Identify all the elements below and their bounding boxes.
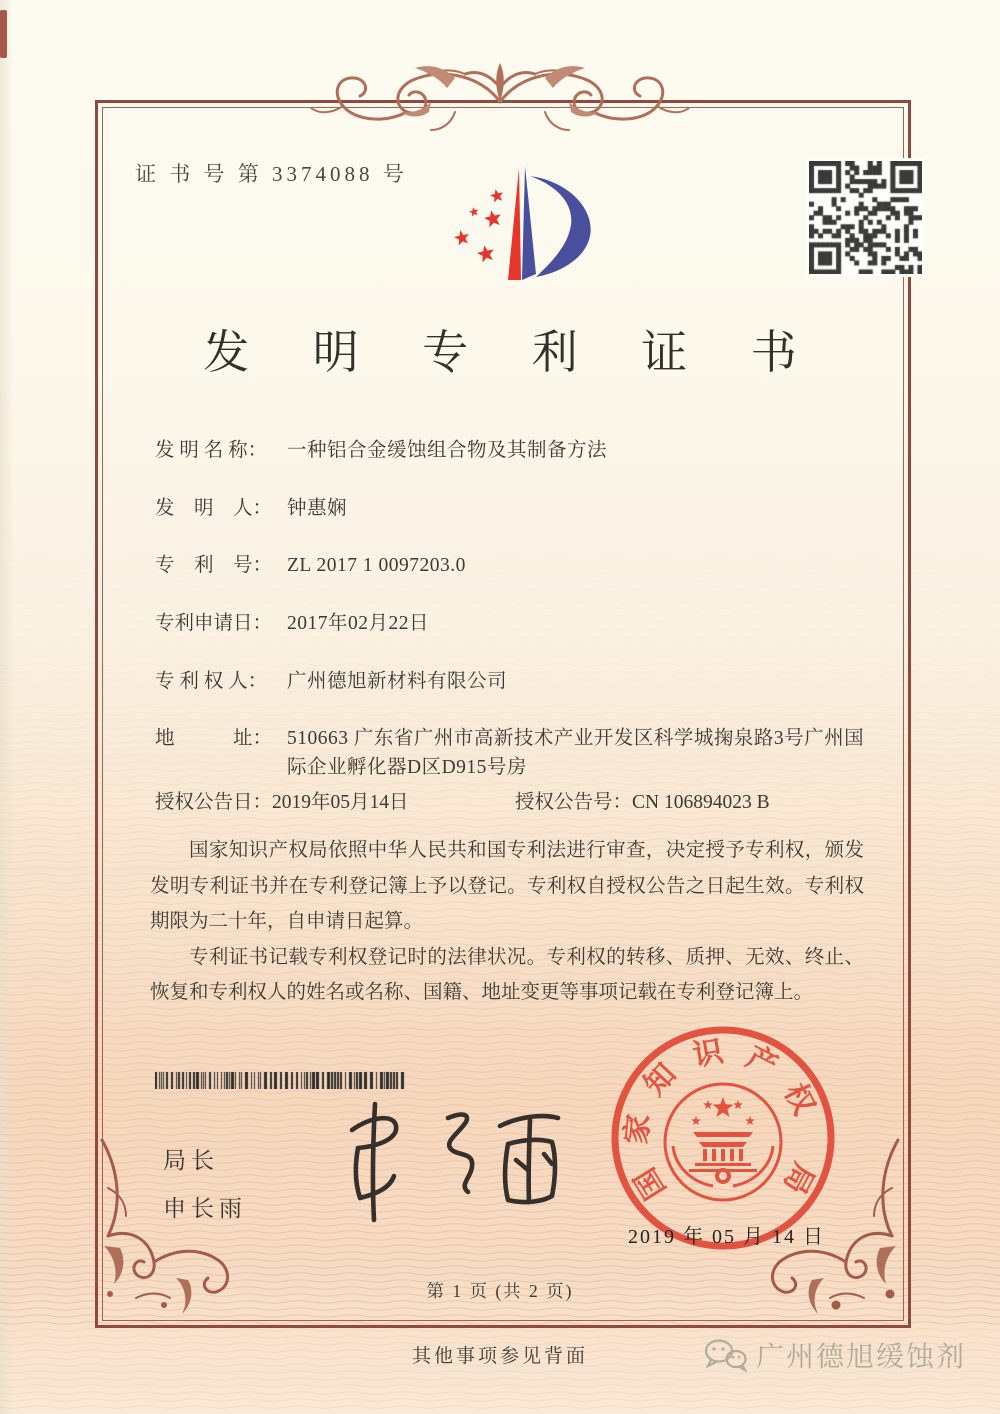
certificate-title: 发 明 专 利 证 书 bbox=[203, 327, 823, 378]
legal-paragraph-1: 国家知识产权局依照中华人民共和国专利法进行审查，决定授予专利权，颁发发明专利证书并在专利登记簿上予以登记。专利权自授权公告之日起生效。专利权期限为二十年，自申请日起算。 bbox=[150, 840, 864, 932]
director-name: 申长雨 bbox=[163, 1195, 247, 1221]
field-value: 510663 广东省广州市高新技术产业开发区科学城掬泉路3号广州国际企业孵化器D区D915号房 bbox=[287, 728, 865, 778]
field-patentee bbox=[155, 667, 875, 696]
field-patent-number bbox=[155, 551, 875, 580]
svg-text:产: 产 bbox=[740, 1040, 783, 1084]
grant-number bbox=[515, 786, 875, 814]
field-label: 发 明 人： bbox=[155, 498, 273, 519]
field-value: 2017年02月22日 bbox=[287, 613, 430, 634]
logo-blue-wedge bbox=[522, 166, 536, 280]
grant-publication-row bbox=[155, 786, 875, 814]
legal-paragraph-2: 专利证书记载专利权登记时的法律状况。专利权的转移、质押、无效、终止、恢复和专利权人的姓名或名称、国籍、地址变更等事项记载在专利登记簿上。 bbox=[150, 946, 864, 1003]
svg-text:局: 局 bbox=[776, 1157, 821, 1200]
certificate-number: 证 书 号 第 3374088 号 bbox=[135, 162, 408, 186]
field-filing-date bbox=[155, 609, 875, 638]
logo-blue-crescent bbox=[530, 176, 591, 277]
field-value: 一种铝合金缓蚀组合物及其制备方法 bbox=[287, 440, 608, 461]
director-block bbox=[163, 1136, 247, 1232]
barcode-icon bbox=[155, 1072, 405, 1089]
flourish-center-leaf bbox=[496, 63, 504, 102]
field-value: 广州德旭新材料有限公司 bbox=[287, 671, 508, 692]
grant-date bbox=[155, 786, 515, 814]
wechat-icon bbox=[704, 1338, 748, 1372]
grant-date-label: 授权公告日： bbox=[155, 792, 273, 813]
watermark-text: 广州德旭缓蚀剂 bbox=[755, 1341, 966, 1372]
field-label: 地 址： bbox=[155, 728, 273, 749]
grant-number-value: CN 106894023 B bbox=[632, 792, 770, 813]
svg-text:权: 权 bbox=[777, 1078, 821, 1121]
field-label: 专利申请日： bbox=[155, 613, 273, 634]
watermark bbox=[704, 1335, 966, 1375]
page-number: 第 1 页 (共 2 页) bbox=[426, 1281, 574, 1301]
seal-date: 2019 年 05 月 14 日 bbox=[628, 1226, 825, 1248]
field-label: 专 利 权 人： bbox=[155, 671, 268, 692]
handwritten-signature-icon bbox=[300, 1092, 570, 1232]
scan-red-mark bbox=[0, 10, 7, 58]
field-inventor bbox=[155, 494, 875, 523]
director-title: 局长 bbox=[163, 1147, 219, 1173]
grant-number-label: 授权公告号： bbox=[515, 792, 633, 813]
svg-text:知: 知 bbox=[638, 1057, 683, 1102]
legal-text bbox=[150, 833, 864, 1011]
field-label: 发 明 名 称： bbox=[155, 440, 268, 461]
cnipa-logo-icon bbox=[440, 156, 620, 291]
logo-red-wedge bbox=[508, 168, 521, 280]
svg-text:家: 家 bbox=[619, 1112, 656, 1146]
scan-edge-shadow bbox=[0, 0, 14, 1414]
svg-text:国: 国 bbox=[628, 1161, 673, 1205]
field-value: ZL 2017 1 0097203.0 bbox=[287, 555, 466, 576]
qr-code-icon bbox=[806, 158, 925, 277]
grant-date-value: 2019年05月14日 bbox=[272, 792, 409, 813]
field-invention-name bbox=[155, 436, 875, 465]
field-label: 专 利 号： bbox=[155, 555, 273, 576]
field-address bbox=[155, 724, 875, 782]
field-value: 钟惠娴 bbox=[287, 498, 348, 519]
back-note: 其他事项参见背面 bbox=[411, 1346, 588, 1367]
svg-text:识: 识 bbox=[690, 1034, 726, 1073]
